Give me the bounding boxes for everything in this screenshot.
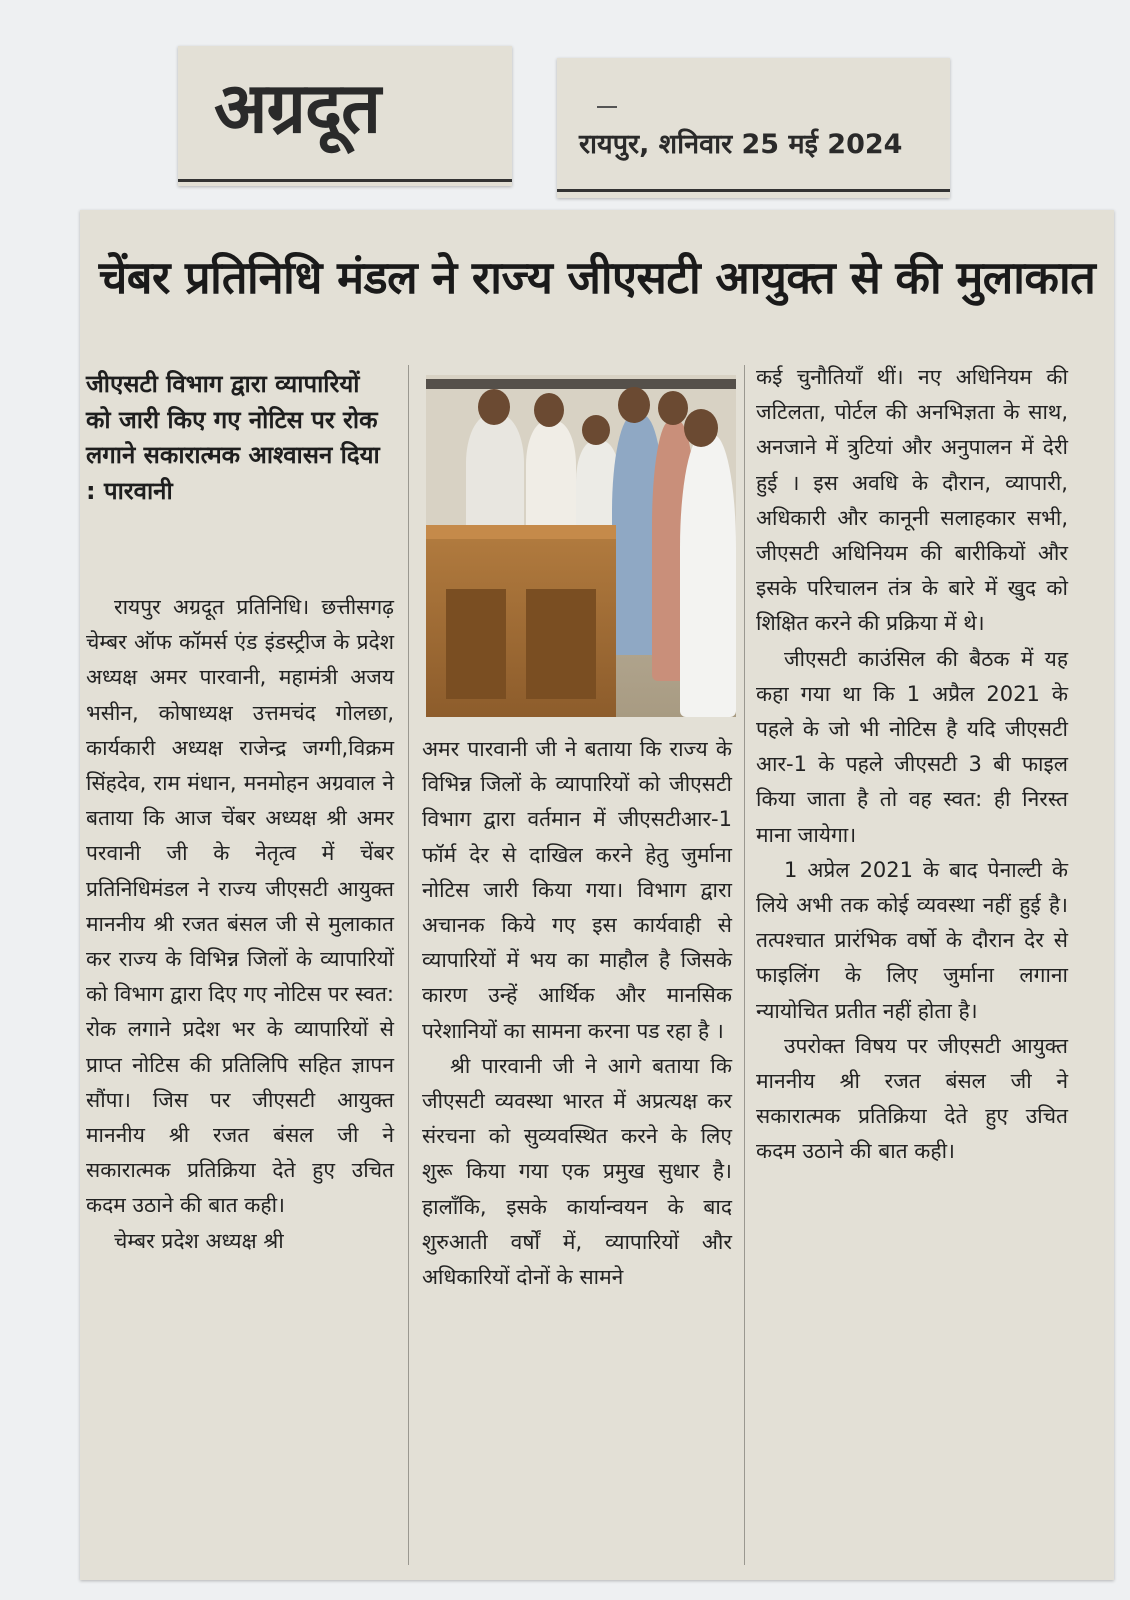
paragraph: उपरोक्त विषय पर जीएसटी आयुक्त माननीय श्री रजत बंसल जी ने सकारात्मक प्रतिक्रिया देते हुए उचित कदम उठाने की बात कही।: [756, 1033, 1068, 1164]
dateline-mark: [597, 106, 617, 108]
person-figure: [526, 421, 576, 531]
news-photo: [426, 375, 736, 717]
paragraph: जीएसटी काउंसिल की बैठक में यह कहा गया था कि 1 अप्रैल 2021 के पहले के जो भी नोटिस है यदि जीएसटी आर-1 के पहले जीएसटी 3 बी फाइल किया जाता है तो वह स्वत: ही निरस्त माना जायेगा।: [756, 646, 1068, 847]
article-clipping: [80, 210, 1114, 1580]
paragraph: कई चुनौतियाँ थीं। नए अधिनियम की जटिलता, पोर्टल की अनभिज्ञता के साथ, अनजाने में त्रुटियां और अनुपालन में देरी हुई । इस अवधि के दौरान, व्यापारी, अधिकारी और कानूनी सलाहकार सभी, जीएसटी अधिनियम की बारीकियों और इसके परिचालन तंत्र के बारे में खुद को शिक्षित करने की प्रक्रिया में थे।: [756, 365, 1068, 636]
column-divider: [744, 365, 745, 1565]
dateline-clipping: [557, 58, 950, 198]
paragraph: रायपुर अग्रदूत प्रतिनिधि। छत्तीसगढ़ चेम्बर ऑफ कॉमर्स एंड इंडस्ट्रीज के प्रदेश अध्यक्ष अमर पारवानी, महामंत्री अजय भसीन, कोषाध्यक्ष उत्तमचंद गोलछा, कार्यकारी अध्यक्ष राजेन्द्र जग्गी,विक्रम सिंहदेव, राम मंधान, मनमोहन अग्रवाल ने बताया कि आज चेंबर अध्यक्ष श्री अमर परवानी जी के नेतृत्व में चेंबर प्रतिनिधिमंडल ने राज्य जीएसटी आयुक्त माननीय श्री रजत बंसल जी से मुलाकात कर राज्य के विभिन्न जिलों के व्यापारियों को विभाग द्वारा दिए गए नोटिस पर स्वत: रोक लगाने प्रदेश भर के व्यापारियों से प्राप्त नोटिस की प्रतिलिपि सहित ज्ञापन सौंपा। जिस पर जीएसटी आयुक्त माननीय श्री रजत बंसल जी ने सकारात्मक प्रतिक्रिया देते हुए उचित कदम उठाने की बात कही।: [86, 595, 394, 1218]
column-divider: [408, 365, 409, 1565]
subheadline: जीएसटी विभाग द्वारा व्यापारियों को जारी किए गए नोटिस पर रोक लगाने सकारात्मक आश्वासन दिया : पारवानी: [86, 370, 380, 505]
paragraph: श्री पारवानी जी ने आगे बताया कि जीएसटी व्यवस्था भारत में अप्रत्यक्ष कर संरचना को सुव्यवस्थित करने के लिए शुरू किया गया एक प्रमुख सुधार है। हालाँकि, इसके कार्यान्वयन के बाद शुरुआती वर्षों में, व्यापारियों और अधिकारियों दोनों के सामने: [422, 1053, 732, 1290]
paragraph: चेम्बर प्रदेश अध्यक्ष श्री: [114, 1228, 284, 1253]
masthead-rule: [178, 179, 512, 182]
dateline: रायपुर, शनिवार 25 मई 2024: [579, 129, 903, 160]
masthead-clipping: [178, 46, 512, 186]
column-1: [86, 590, 394, 1259]
dateline-rule: [557, 189, 950, 192]
desk: [426, 525, 616, 717]
column-2: [422, 732, 732, 1295]
paragraph: 1 अप्रेल 2021 के बाद पेनाल्टी के लिये अभी तक कोई व्यवस्था नहीं हुई है। तत्पश्चात प्रारंभिक वर्षो के दौरान देर से फाइलिंग के लिए जुर्माना लगाना न्यायोचित प्रतीत नहीं होता है।: [756, 857, 1068, 1023]
person-figure: [680, 435, 736, 717]
person-figure: [466, 415, 524, 535]
headline: चेंबर प्रतिनिधि मंडल ने राज्य जीएसटी आयुक्त से की मुलाकात: [98, 251, 1096, 304]
column-3: [756, 360, 1068, 1170]
newspaper-logo: अग्रदूत: [214, 67, 381, 149]
paragraph: अमर पारवानी जी ने बताया कि राज्य के विभिन्न जिलों के व्यापारियों को जीएसटी विभाग द्वारा वर्तमान में जीएसटीआर-1 फॉर्म देर से दाखिल करने हेतु जुर्माना नोटिस जारी किया गया। विभाग द्वारा अचानक किये गए इस कार्यवाही से व्यापारियों में भय का माहौल है जिसके कारण उन्हें आर्थिक और मानसिक परेशानियों का सामना करना पड रहा है ।: [422, 737, 732, 1043]
